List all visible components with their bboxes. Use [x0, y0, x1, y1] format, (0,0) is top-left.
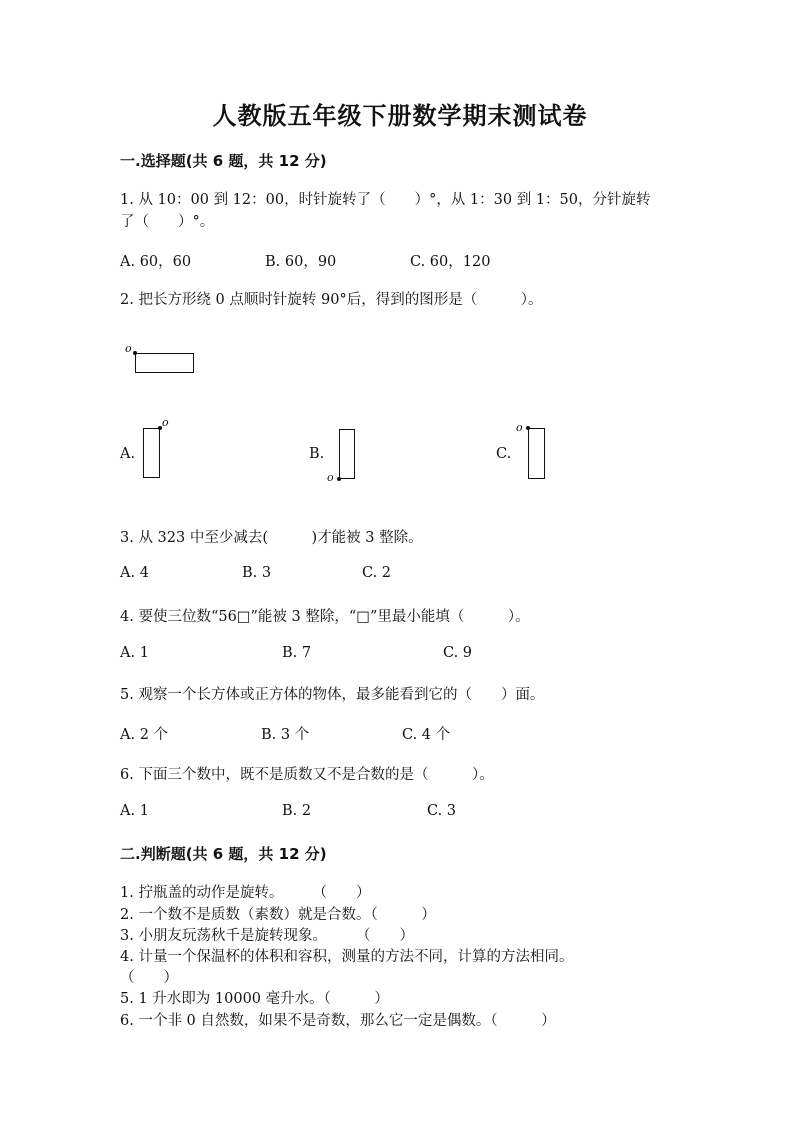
q3-text: 3. 从 323 中至少减去( )才能被 3 整除。	[120, 530, 423, 546]
q3-option-a: A. 4	[120, 565, 149, 581]
q2-option-a-point-label: o	[162, 416, 169, 429]
q2-option-c: C.	[496, 446, 512, 462]
q1-option-a: A. 60，60	[120, 254, 192, 270]
judge-item-2: 2. 一个数不是质数（素数）就是合数。（ ）	[120, 907, 436, 923]
q2-option-c-pivot-dot	[526, 426, 530, 430]
judge-item-5: 5. 1 升水即为 10000 毫升水。（ ）	[120, 991, 389, 1007]
q5-text: 5. 观察一个长方体或正方体的物体，最多能看到它的（ ）面。	[120, 687, 545, 703]
q2-option-a: A.	[120, 446, 136, 462]
judge-item-4-bracket: （ ）	[120, 970, 178, 986]
q3-option-b: B. 3	[242, 565, 272, 581]
judge-item-6: 6. 一个非 0 自然数，如果不是奇数，那么它一定是偶数。（ ）	[120, 1013, 556, 1029]
q5-option-b: B. 3 个	[261, 727, 310, 743]
section-heading-choice: 一.选择题(共 6 题，共 12 分)	[120, 152, 327, 170]
q4-option-b: B. 7	[282, 645, 312, 661]
q1-text-line1: 1. 从 10：00 到 12：00，时针旋转了（ ）°，从 1：30 到 1：50，分针旋转	[120, 192, 651, 208]
q2-option-b-rectangle	[339, 429, 355, 479]
q6-option-a: A. 1	[120, 803, 149, 819]
q4-option-a: A. 1	[120, 645, 149, 661]
judge-item-1: 1. 拧瓶盖的动作是旋转。 （ ）	[120, 885, 371, 901]
section-heading-judgement: 二.判断题(共 6 题，共 12 分)	[120, 845, 327, 863]
q4-text: 4. 要使三位数“56□”能被 3 整除，“□”里最小能填（ ）。	[120, 609, 530, 625]
q2-figure-point-label: o	[125, 342, 132, 355]
q2-option-b-pivot-dot	[337, 477, 341, 481]
q2-option-a-rectangle	[143, 428, 160, 478]
q1-option-b: B. 60，90	[265, 254, 337, 270]
q2-option-c-rectangle	[528, 428, 545, 479]
q2-option-b: B.	[309, 446, 325, 462]
q6-option-b: B. 2	[282, 803, 312, 819]
q6-option-c: C. 3	[427, 803, 457, 819]
judge-item-3: 3. 小朋友玩荡秋千是旋转现象。 （ ）	[120, 928, 414, 944]
q6-text: 6. 下面三个数中，既不是质数又不是合数的是（ ）。	[120, 767, 494, 783]
q2-figure-rectangle	[135, 353, 194, 373]
q3-option-c: C. 2	[362, 565, 392, 581]
q1-option-c: C. 60，120	[410, 254, 491, 270]
page-title: 人教版五年级下册数学期末测试卷	[212, 102, 588, 130]
q4-option-c: C. 9	[443, 645, 473, 661]
q5-option-c: C. 4 个	[402, 727, 451, 743]
q2-option-b-point-label: o	[327, 471, 334, 484]
judge-item-4: 4. 计量一个保温杯的体积和容积，测量的方法不同，计算的方法相同。	[120, 949, 574, 965]
q2-option-c-point-label: o	[516, 421, 523, 434]
q5-option-a: A. 2 个	[120, 727, 169, 743]
q2-text: 2. 把长方形绕 0 点顺时针旋转 90°后，得到的图形是（ ）。	[120, 292, 543, 308]
q1-text-line2: 了（ ）°。	[120, 214, 215, 230]
